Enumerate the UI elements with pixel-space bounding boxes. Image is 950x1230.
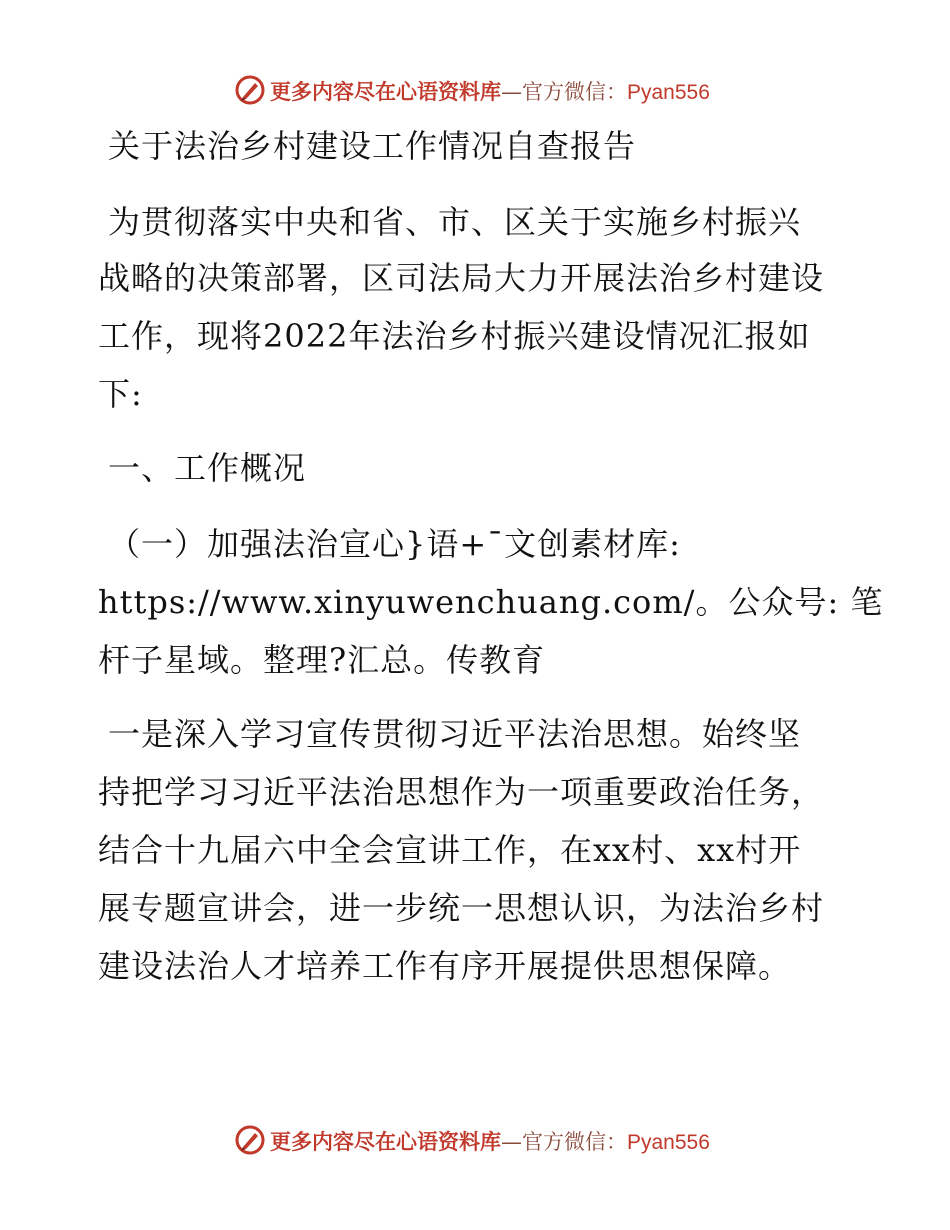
pen-logo-icon xyxy=(234,74,266,106)
paragraph-line: 持把学习习近平法治思想作为一项重要政治任务， xyxy=(98,773,825,811)
banner-main: 更多内容尽在心语资料库 xyxy=(270,1130,501,1154)
paragraph-line: 建设法治人才培养工作有序开展提供思想保障。 xyxy=(98,947,792,985)
intro-line: 为贯彻落实中央和省、市、区关于实施乡村振兴 xyxy=(108,203,802,241)
intro-line: 工作，现将2022年法治乡村振兴建设情况汇报如 xyxy=(98,317,811,355)
intro-line: 战略的决策部署，区司法局大力开展法治乡村建设 xyxy=(98,259,825,297)
paragraph-line: 一是深入学习宣传贯彻习近平法治思想。始终坚 xyxy=(108,715,802,753)
paragraph-line: 展专题宣讲会，进一步统一思想认识，为法治乡村 xyxy=(98,889,825,927)
intro-line: 下: xyxy=(98,375,143,413)
subsection-line: （一）加强法治宣心}语+¯文创素材库: xyxy=(108,525,681,563)
doc-title: 关于法治乡村建设工作情况自查报告 xyxy=(108,127,637,165)
banner-wechat: 官方微信： xyxy=(522,1130,627,1154)
banner-sep: — xyxy=(501,80,522,104)
subsection-line: 杆子星域。整理?汇总。传教育 xyxy=(98,641,546,679)
banner-text xyxy=(270,76,710,106)
header-banner xyxy=(0,72,950,108)
subsection-line: https://www.xinyuwenchuang.com/。公众号: 笔 xyxy=(98,583,884,621)
banner-id: Pyan556 xyxy=(627,1131,710,1154)
banner-sep: — xyxy=(501,1130,522,1154)
banner-text xyxy=(270,1126,710,1156)
pen-logo-icon xyxy=(234,1124,266,1156)
banner-id: Pyan556 xyxy=(627,81,710,104)
banner-main: 更多内容尽在心语资料库 xyxy=(270,80,501,104)
footer-banner xyxy=(0,1122,950,1158)
banner-wechat: 官方微信： xyxy=(522,80,627,104)
section-heading: 一、工作概况 xyxy=(108,449,307,487)
paragraph-line: 结合十九届六中全会宣讲工作，在xx村、xx村开 xyxy=(98,831,802,869)
